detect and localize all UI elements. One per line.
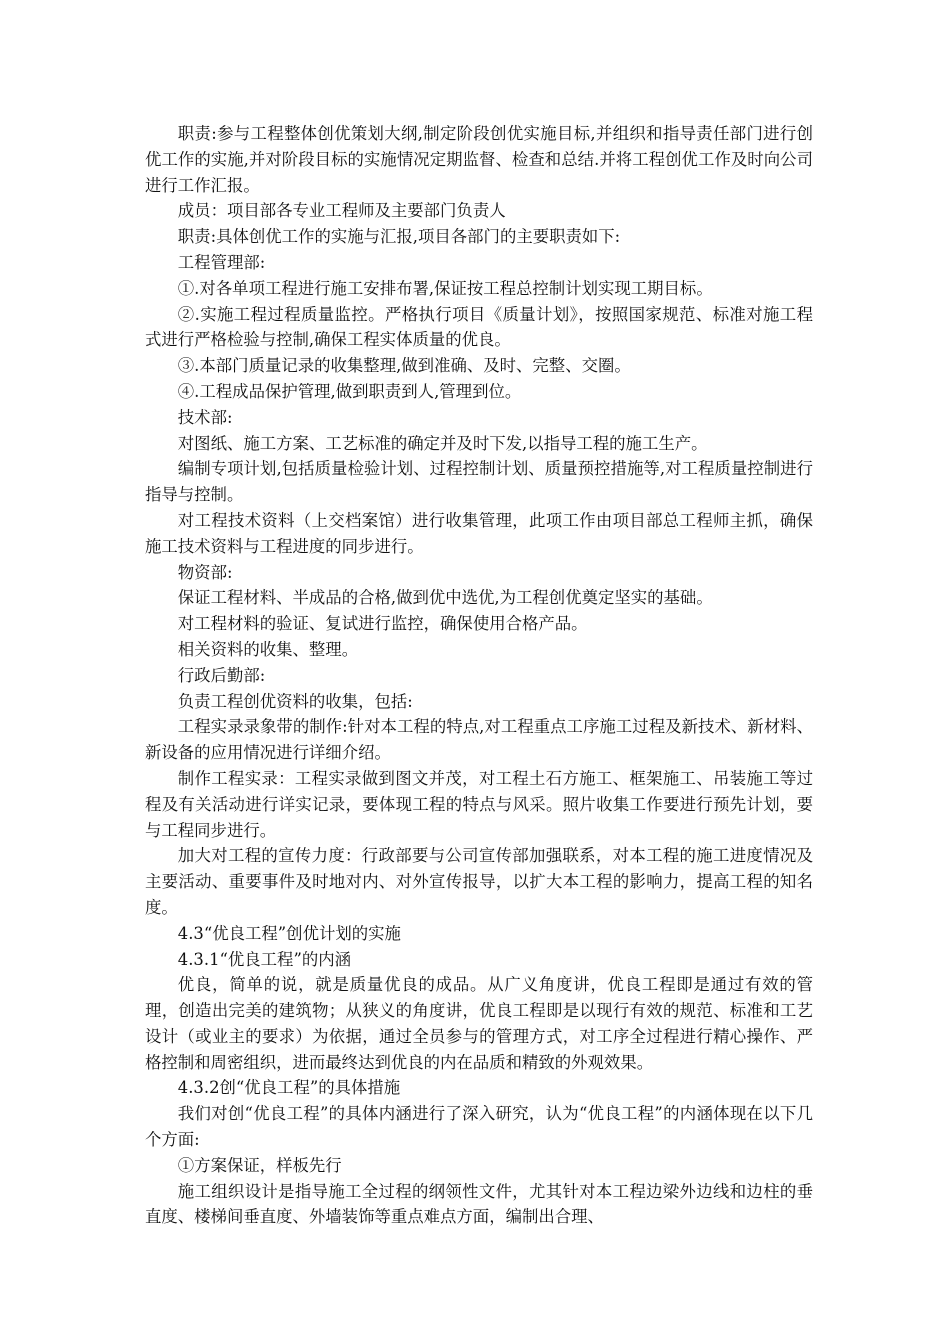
heading-technical-dept: 技术部:: [177, 407, 233, 427]
paragraph-members: 成员：项目部各专业工程师及主要部门负责人: [177, 201, 506, 221]
heading-admin-dept: 行政后勤部:: [177, 665, 266, 685]
paragraph-admin-4: 加大对工程的宣传力度：行政部要与公司宣传部加强联系，对本工程的施工进度情况及主要活动、重要事件及时地对内、对外宣传报导，以扩大本工程的影响力，提高工程的知名度。: [145, 846, 813, 917]
heading-section-4-3: 4.3“优良工程”创优计划的实施: [177, 923, 401, 943]
paragraph-admin-1: 负责工程创优资料的收集，包括:: [177, 691, 413, 711]
paragraph-technical-2: 编制专项计划,包括质量检验计划、过程控制计划、质量预控措施等,对工程质量控制进行指导与控制。: [145, 459, 813, 505]
paragraph-technical-3: 对工程技术资料（上交档案馆）进行收集管理，此项工作由项目部总工程师主抓，确保施工技术资料与工程进度的同步进行。: [145, 510, 813, 556]
document-page: [145, 121, 813, 1230]
paragraph-engineering-2: ②.实施工程过程质量监控。严格执行项目《质量计划》，按照国家规范、标准对施工程式进行严格检验与控制,确保工程实体质量的优良。: [145, 304, 813, 350]
paragraph-materials-2: 对工程材料的验证、复试进行监控，确保使用合格产品。: [177, 614, 588, 634]
heading-section-4-3-2: 4.3.2创“优良工程”的具体措施: [177, 1078, 401, 1098]
paragraph-members-duty: 职责:具体创优工作的实施与汇报,项目各部门的主要职责如下:: [177, 227, 621, 247]
paragraph-engineering-3: ③.本部门质量记录的收集整理,做到准确、及时、完整、交圈。: [177, 356, 631, 376]
paragraph-measure-1-body: 施工组织设计是指导施工全过程的纲领性文件，尤其针对本工程边梁外边线和边柱的垂直度、楼梯间垂直度、外墙装饰等重点难点方面，编制出合理、: [145, 1181, 813, 1227]
paragraph-quality-definition: 优良，简单的说，就是质量优良的成品。从广义角度讲，优良工程即是通过有效的管理，创造出完美的建筑物；从狭义的角度讲，优良工程即是以现行有效的规范、标准和工艺设计（或业主的要求）为依据，通过全员参与的管理方式，对工序全过程进行精心操作、严格控制和周密组织，进而最终达到优良的内在品质和精致的外观效果。: [145, 975, 813, 1072]
paragraph-admin-2: 工程实录录象带的制作:针对本工程的特点,对工程重点工序施工过程及新技术、新材料、新设备的应用情况进行详细介绍。: [145, 717, 813, 763]
heading-section-4-3-1: 4.3.1“优良工程”的内涵: [177, 949, 351, 969]
heading-materials-dept: 物资部:: [177, 562, 233, 582]
paragraph-admin-3: 制作工程实录：工程实录做到图文并茂，对工程土石方施工、框架施工、吊装施工等过程及有关活动进行详实记录，要体现工程的特点与风采。照片收集工作要进行预先计划，要与工程同步进行。: [145, 768, 813, 840]
paragraph-engineering-1: ①.对各单项工程进行施工安排布署,保证按工程总控制计划实现工期目标。: [177, 278, 713, 298]
paragraph-measure-1-title: ①方案保证，样板先行: [177, 1155, 342, 1175]
heading-engineering-dept: 工程管理部:: [177, 252, 266, 272]
paragraph-leader-duty: 职责:参与工程整体创优策划大纲,制定阶段创优实施目标,并组织和指导责任部门进行创优工作的实施,并对阶段目标的实施情况定期监督、检查和总结.并将工程创优工作及时向公司进行工作汇报。: [145, 124, 813, 195]
paragraph-engineering-4: ④.工程成品保护管理,做到职责到人,管理到位。: [177, 381, 522, 401]
paragraph-materials-1: 保证工程材料、半成品的合格,做到优中选优,为工程创优奠定坚实的基础。: [177, 588, 713, 608]
paragraph-materials-3: 相关资料的收集、整理。: [177, 639, 359, 659]
paragraph-technical-1: 对图纸、施工方案、工艺标准的确定并及时下发,以指导工程的施工生产。: [177, 433, 708, 453]
paragraph-measures-intro: 我们对创“优良工程”的具体内涵进行了深入研究，认为“优良工程”的内涵体现在以下几个方面:: [145, 1104, 813, 1150]
